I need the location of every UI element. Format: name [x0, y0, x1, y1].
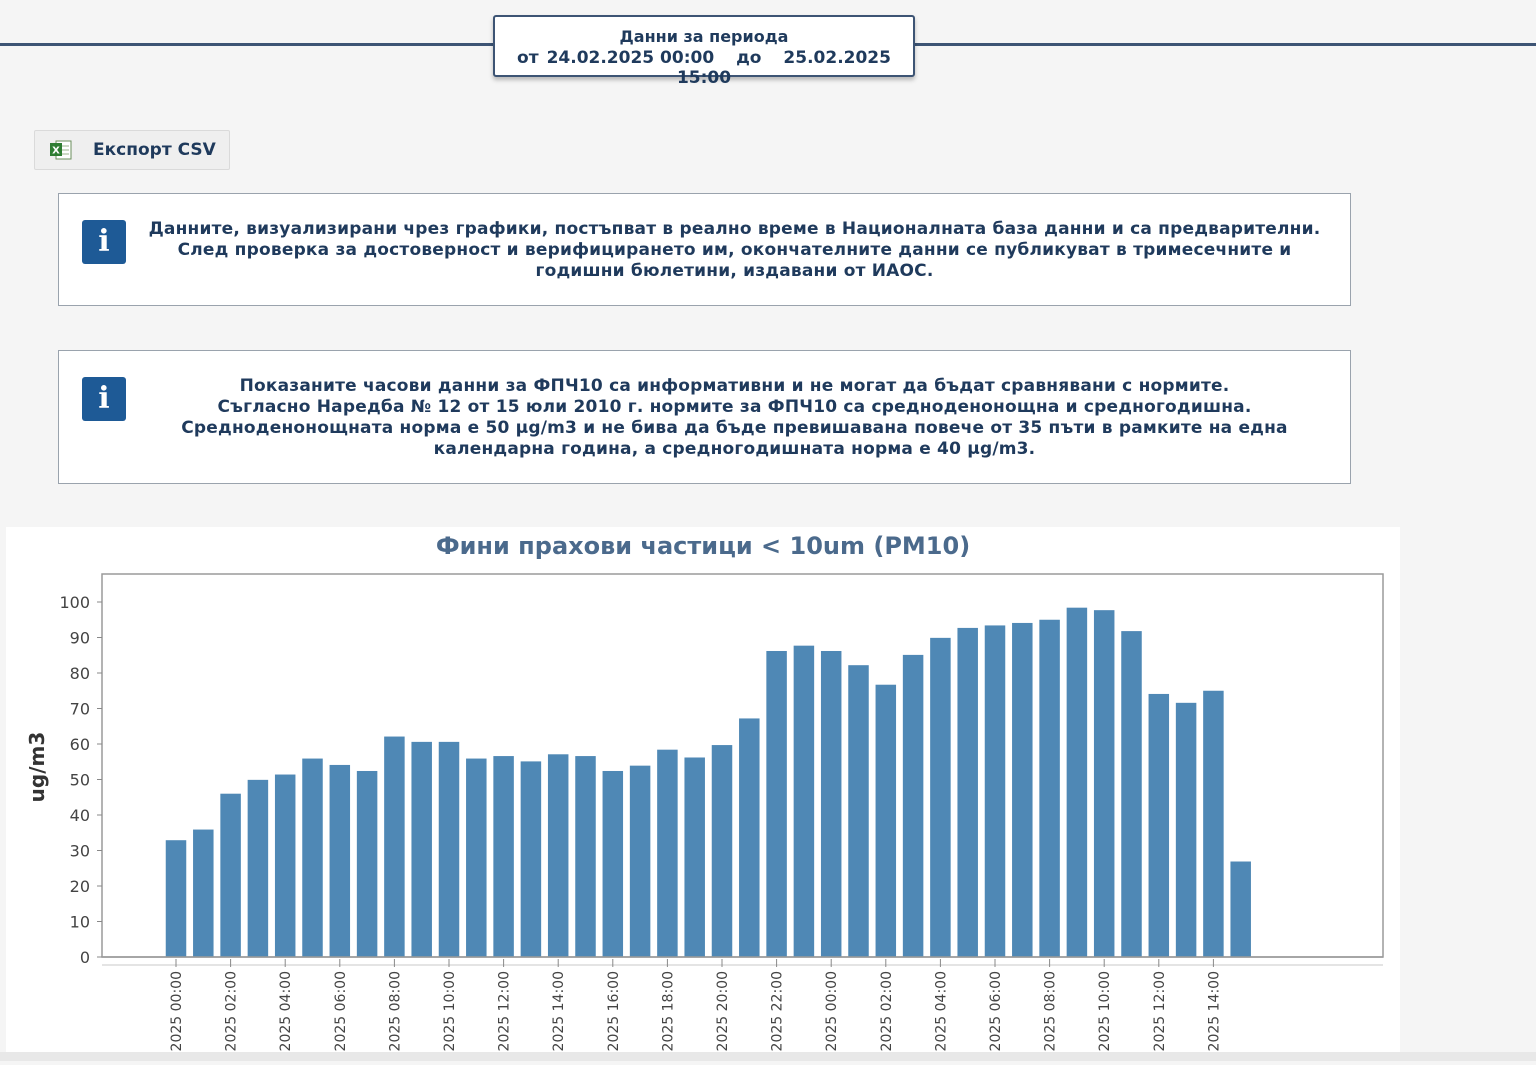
x-tick-label: 2025 04:00	[933, 971, 950, 1052]
period-panel	[493, 15, 915, 88]
bar	[357, 771, 378, 957]
bar	[493, 756, 513, 957]
bar	[548, 754, 569, 957]
x-tick-label: 2025 02:00	[223, 971, 240, 1052]
bar	[439, 742, 460, 957]
bar	[985, 625, 1006, 957]
x-tick-label: 2025 02:00	[878, 971, 895, 1052]
x-tick-label: 2025 22:00	[769, 971, 786, 1052]
bar	[957, 628, 978, 957]
info-icon: i	[82, 377, 126, 421]
bar	[1012, 623, 1033, 957]
x-tick-label: 2025 20:00	[715, 971, 731, 1052]
period-to-value: 25.02.2025 15:00	[676, 48, 891, 88]
x-tick-label: 2025 06:00	[332, 971, 349, 1052]
bar	[411, 742, 432, 957]
bar	[384, 737, 405, 957]
info-notice-realtime	[58, 193, 1351, 306]
y-tick-label: 100	[59, 593, 90, 612]
excel-icon	[49, 139, 73, 161]
y-tick-label: 20	[69, 877, 90, 896]
y-tick-label: 0	[79, 948, 90, 967]
export-csv-button[interactable]	[34, 130, 230, 170]
bar	[575, 756, 596, 957]
bar	[1149, 694, 1170, 957]
svg-text:X: X	[52, 145, 60, 157]
info-line: Съгласно Наредба № 12 от 15 юли 2010 г. нормите за ФПЧ10 са средноденонощна и средногодишна.	[217, 397, 1252, 417]
bar	[1067, 608, 1088, 957]
bar	[903, 655, 924, 957]
bar	[766, 651, 787, 957]
y-tick-label: 10	[69, 912, 90, 932]
x-tick-label: 2025 04:00	[278, 971, 295, 1052]
period-title: Данни за периода	[619, 27, 789, 46]
period-from-value: 24.02.2025 00:00	[546, 48, 715, 68]
bar	[302, 759, 323, 957]
x-tick-label: 2025 10:00	[1097, 971, 1114, 1052]
bottom-scroll-strip	[0, 1052, 1536, 1061]
bar	[1121, 631, 1142, 957]
info-line: След проверка за достоверност и верифицирането им, окончателните данни се публикуват в тримесечните и	[177, 240, 1292, 260]
info-notice-text	[139, 219, 1330, 282]
x-tick-label: 2025 00:00	[169, 971, 185, 1052]
y-tick-label: 40	[69, 806, 90, 825]
x-tick-label: 2025 14:00	[1206, 971, 1223, 1052]
bar	[712, 745, 733, 957]
info-line: годишни бюлетини, издавани от ИАОС.	[535, 261, 934, 281]
info-notice-text	[139, 376, 1330, 460]
info-line: Средноденонощната норма е 50 µg/m3 и не бива да бъде превишавана повече от 35 пъти в рамките на една	[181, 418, 1288, 438]
y-tick-label: 70	[69, 699, 90, 719]
bar	[220, 794, 241, 957]
x-tick-label: 2025 12:00	[1151, 971, 1168, 1052]
y-tick-label: 60	[69, 735, 90, 754]
x-tick-label: 2025 06:00	[988, 971, 1004, 1052]
period-to-label: до	[736, 48, 762, 68]
chart-title: Фини прахови частици < 10um (PM10)	[435, 532, 971, 560]
x-tick-label: 2025 12:00	[496, 971, 513, 1052]
y-axis-label: ug/m3	[25, 731, 49, 803]
chart-container	[6, 527, 1400, 1061]
bar	[794, 646, 815, 957]
bar	[684, 757, 705, 957]
bar	[330, 765, 351, 957]
bar	[930, 638, 951, 957]
bar	[657, 750, 678, 957]
info-line: календарна година, а средногодишната норма е 40 µg/m3.	[433, 439, 1036, 459]
bar	[521, 761, 542, 957]
bar	[876, 685, 897, 957]
bar	[848, 665, 869, 957]
bar	[630, 766, 651, 957]
y-tick-label: 30	[69, 841, 90, 861]
y-tick-label: 80	[69, 664, 90, 683]
x-tick-label: 2025 10:00	[442, 971, 458, 1052]
bar	[1230, 862, 1251, 957]
pm10-bar-chart	[6, 527, 1400, 1061]
bar	[248, 780, 269, 957]
x-tick-label: 2025 16:00	[605, 971, 622, 1052]
bar	[193, 830, 214, 957]
export-csv-label: Експорт CSV	[93, 140, 216, 160]
bar	[166, 840, 187, 957]
bar	[821, 651, 842, 957]
info-notice-norms	[58, 350, 1351, 484]
x-tick-label: 2025 08:00	[387, 971, 404, 1052]
bar	[1203, 691, 1224, 957]
bar	[1094, 610, 1115, 957]
x-tick-label: 2025 18:00	[660, 971, 677, 1052]
period-from-label: от	[517, 48, 539, 68]
x-tick-label: 2025 00:00	[824, 971, 841, 1052]
bar	[603, 771, 624, 957]
bar	[275, 775, 296, 957]
info-icon: i	[82, 220, 126, 264]
period-range	[495, 48, 913, 88]
bar	[739, 718, 760, 957]
info-line: Данните, визуализирани чрез графики, постъпват в реално време в Националната база данни и са предварителни.	[148, 219, 1321, 239]
bar	[1039, 620, 1060, 957]
y-tick-label: 90	[69, 628, 90, 648]
x-tick-label: 2025 08:00	[1042, 971, 1059, 1052]
x-tick-label: 2025 14:00	[551, 971, 568, 1052]
y-tick-label: 50	[69, 770, 90, 790]
info-line: Показаните часови данни за ФПЧ10 са информативни и не могат да бъдат сравнявани с нормите.	[239, 376, 1230, 396]
bar	[1176, 703, 1197, 957]
bar	[466, 759, 487, 957]
